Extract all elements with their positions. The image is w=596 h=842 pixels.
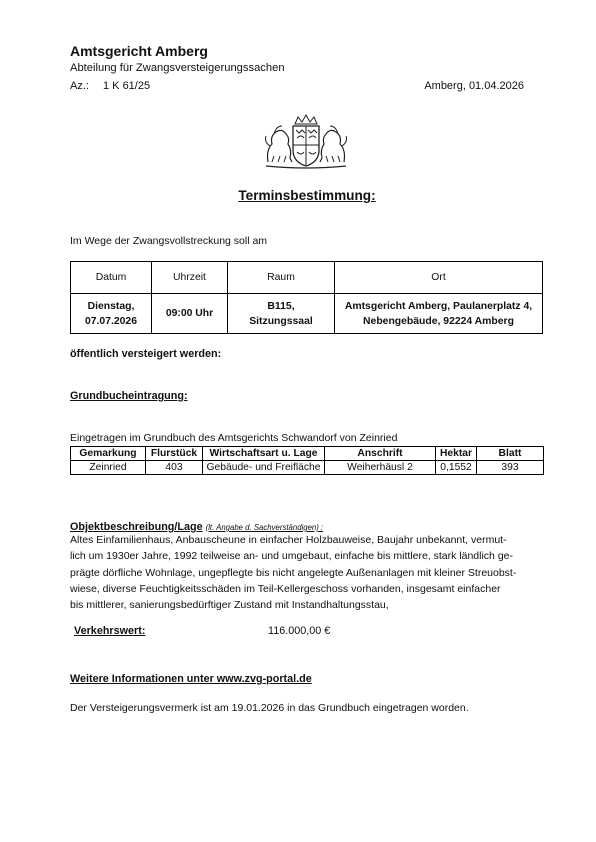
header-cell-room: Raum	[228, 262, 335, 294]
appointment-place	[335, 294, 543, 334]
file-number-label: Az.:	[70, 80, 89, 92]
appointment-time: 09:00 Uhr	[152, 294, 228, 334]
room-number: B115,	[267, 300, 295, 312]
bavarian-coat-of-arms-icon	[262, 112, 350, 170]
auction-statement: öffentlich versteigert werden:	[70, 348, 222, 360]
cell-usage: Gebäude- und Freifläche	[203, 461, 325, 475]
appointment-date	[71, 294, 152, 334]
file-number-value: 1 K 61/25	[103, 80, 151, 92]
appointment-date-value: 07.07.2026	[84, 315, 137, 327]
appointment-room	[228, 294, 335, 334]
land-register-heading: Grundbucheintragung:	[70, 390, 188, 402]
cell-sheet: 393	[477, 461, 544, 475]
appointment-weekday: Dienstag,	[87, 300, 135, 312]
header-cell-place: Ort	[335, 262, 543, 294]
table-row	[71, 294, 543, 334]
cell-address: Weiherhäusl 2	[325, 461, 436, 475]
description-line: lich um 1930er Jahre, 1992 teilweise an- und umgebaut, einfache bis mittlere, stark ländlich ge-	[70, 550, 513, 563]
market-value-label: Verkehrswert:	[74, 625, 146, 637]
cell-parcel: 403	[146, 461, 203, 475]
description-line: Altes Einfamilienhaus, Anbauscheune in einfacher Holzbauweise, Baujahr unbekannt, vermut-	[70, 534, 507, 546]
header-cell-sheet: Blatt	[477, 447, 544, 461]
object-description-note: (lt. Angabe d. Sachverständigen) :	[205, 523, 324, 532]
court-name: Amtsgericht Amberg	[70, 43, 208, 59]
description-line: bis mittlerer, sanierungsbedürftiger Zustand mit Instandhaltungsstau,	[70, 599, 389, 612]
header-cell-date: Datum	[71, 262, 152, 294]
object-description-text	[70, 532, 540, 613]
room-name: Sitzungssaal	[249, 315, 313, 327]
header-cell-hectare: Hektar	[436, 447, 477, 461]
header-cell-address: Anschrift	[325, 447, 436, 461]
table-header-row	[71, 262, 543, 294]
description-line: wiese, diverse Feuchtigkeitsschäden im Teil-Kellergeschoss vorhanden, insgesamt einfacher	[70, 582, 501, 595]
place-address-line1: Amtsgericht Amberg, Paulanerplatz 4,	[344, 300, 533, 312]
more-info-link[interactable]: Weitere Informationen unter www.zvg-portal.de	[70, 673, 312, 685]
header-cell-time: Uhrzeit	[152, 262, 228, 294]
department-name: Abteilung für Zwangsversteigerungssachen	[70, 62, 285, 74]
place-and-date: Amberg, 01.04.2026	[424, 80, 524, 92]
market-value-amount: 116.000,00 €	[268, 625, 331, 637]
table-header-row	[71, 447, 544, 461]
cell-district: Zeinried	[71, 461, 146, 475]
closing-note: Der Versteigerungsvermerk ist am 19.01.2026 in das Grundbuch eingetragen worden.	[70, 702, 469, 714]
description-line: prägte dörfliche Wohnlage, ungepflegte bis nicht angelegte Außenanlagen mit kleiner Streuobst-	[70, 566, 517, 579]
land-register-table	[70, 446, 544, 475]
table-row	[71, 461, 544, 475]
page-title: Terminsbestimmung:	[238, 188, 376, 203]
land-register-intro: Eingetragen im Grundbuch des Amtsgerichts Schwandorf von Zeinried	[70, 432, 398, 444]
place-address-line2: Nebengebäude, 92224 Amberg	[363, 315, 514, 327]
intro-text: Im Wege der Zwangsvollstreckung soll am	[70, 235, 268, 247]
header-cell-parcel: Flurstück	[146, 447, 203, 461]
cell-hectare: 0,1552	[436, 461, 477, 475]
appointment-table	[70, 261, 543, 334]
header-cell-district: Gemarkung	[71, 447, 146, 461]
header-cell-usage: Wirtschaftsart u. Lage	[203, 447, 325, 461]
object-description-title: Objektbeschreibung/Lage	[70, 521, 203, 533]
